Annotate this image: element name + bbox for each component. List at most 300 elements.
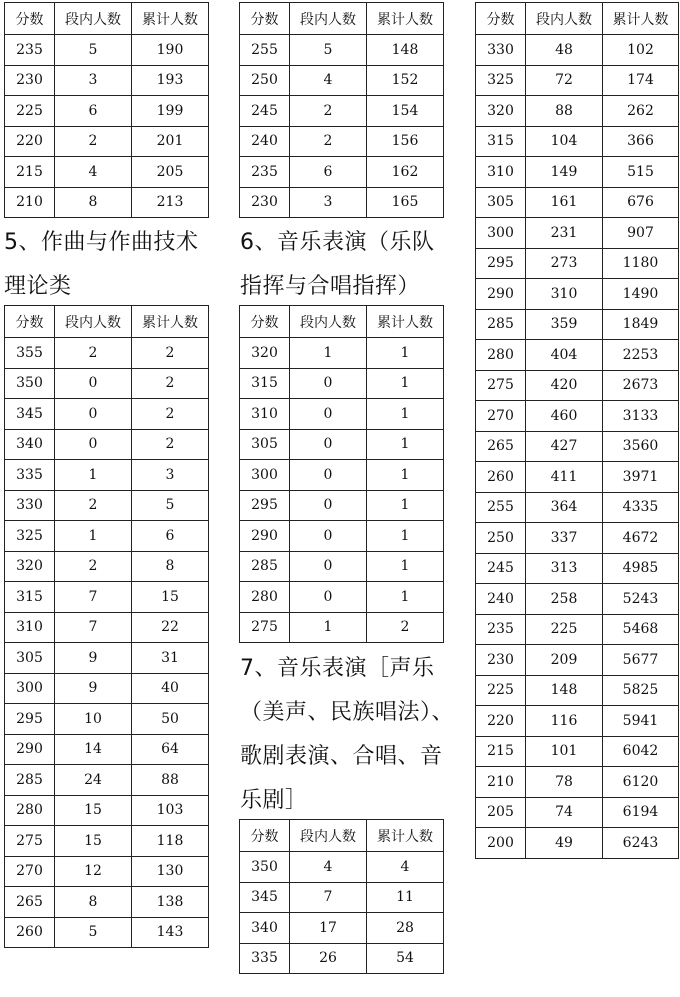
segment-count-cell: 337 [526,523,603,554]
column-header: 段内人数 [55,306,132,338]
score-cell: 325 [5,521,55,552]
table-row [5,187,209,218]
cumulative-count-cell: 15 [132,582,209,613]
cumulative-count-cell: 4335 [603,492,679,523]
segment-count-cell: 258 [526,584,603,615]
cumulative-count-cell: 193 [132,65,209,96]
table-row [476,248,679,279]
cumulative-count-cell: 3 [132,460,209,491]
segment-count-cell: 5 [290,35,367,66]
table-row [240,338,444,369]
segment-count-cell: 0 [55,429,132,460]
cumulative-count-cell: 190 [132,35,209,66]
cumulative-count-cell: 152 [367,65,444,96]
table-row [240,582,444,613]
segment-count-cell: 7 [290,882,367,913]
score-cell: 230 [240,187,290,218]
cumulative-count-cell: 1 [367,399,444,430]
score-cell: 250 [240,65,290,96]
score-cell: 355 [5,338,55,369]
cumulative-count-cell: 1 [367,460,444,491]
score-cell: 235 [476,614,526,645]
table-row [476,736,679,767]
column-header: 分数 [476,3,526,35]
cumulative-count-cell: 64 [132,734,209,765]
cumulative-count-cell: 148 [367,35,444,66]
table-header-row [5,306,209,338]
segment-count-cell: 420 [526,370,603,401]
score-cell: 300 [476,218,526,249]
cumulative-count-cell: 6194 [603,797,679,828]
score-table [4,2,209,218]
cumulative-count-cell: 54 [367,943,444,974]
table-row [476,462,679,493]
table-row [240,368,444,399]
table-header-row [240,3,444,35]
score-cell: 270 [5,856,55,887]
cumulative-count-cell: 205 [132,157,209,188]
score-cell: 325 [476,65,526,96]
score-cell: 305 [5,643,55,674]
score-cell: 305 [476,187,526,218]
cumulative-count-cell: 40 [132,673,209,704]
table-row [476,431,679,462]
table-block [475,2,679,859]
score-cell: 260 [476,462,526,493]
segment-count-cell: 12 [55,856,132,887]
segment-count-cell: 10 [55,704,132,735]
table-row [240,943,444,974]
score-cell: 210 [476,767,526,798]
table-row [476,340,679,371]
cumulative-count-cell: 5468 [603,614,679,645]
table-row [476,523,679,554]
column-header: 分数 [240,820,290,852]
score-table [239,2,444,218]
table-row [5,704,209,735]
score-cell: 300 [5,673,55,704]
segment-count-cell: 15 [55,795,132,826]
score-cell: 310 [5,612,55,643]
column-header: 分数 [240,306,290,338]
cumulative-count-cell: 6120 [603,767,679,798]
segment-count-cell: 2 [55,338,132,369]
table-row [240,460,444,491]
table-row [476,157,679,188]
column-header: 累计人数 [132,306,209,338]
segment-count-cell: 15 [55,826,132,857]
segment-count-cell: 0 [290,582,367,613]
cumulative-count-cell: 676 [603,187,679,218]
score-table [239,819,444,974]
cumulative-count-cell: 4672 [603,523,679,554]
cumulative-count-cell: 28 [367,913,444,944]
segment-count-cell: 104 [526,126,603,157]
cumulative-count-cell: 88 [132,765,209,796]
cumulative-count-cell: 907 [603,218,679,249]
table-block [239,819,444,974]
score-cell: 300 [240,460,290,491]
segment-count-cell: 0 [290,551,367,582]
cumulative-count-cell: 4 [367,852,444,883]
segment-count-cell: 161 [526,187,603,218]
table-row [5,612,209,643]
score-cell: 265 [476,431,526,462]
score-cell: 225 [476,675,526,706]
table-row [476,828,679,859]
segment-count-cell: 273 [526,248,603,279]
segment-count-cell: 14 [55,734,132,765]
cumulative-count-cell: 2 [367,612,444,643]
cumulative-count-cell: 5 [132,490,209,521]
score-cell: 215 [476,736,526,767]
segment-count-cell: 2 [55,551,132,582]
segment-count-cell: 0 [55,399,132,430]
table-row [240,882,444,913]
cumulative-count-cell: 2 [132,368,209,399]
table-row [476,706,679,737]
table-row [476,187,679,218]
cumulative-count-cell: 6042 [603,736,679,767]
cumulative-count-cell: 118 [132,826,209,857]
cumulative-count-cell: 154 [367,96,444,127]
segment-count-cell: 8 [55,887,132,918]
column-header: 段内人数 [290,3,367,35]
table-row [5,795,209,826]
segment-count-cell: 78 [526,767,603,798]
cumulative-count-cell: 174 [603,65,679,96]
table-row [5,399,209,430]
heading-line: （美声、民族唱法）、 [240,700,455,725]
heading-line: 5、作曲与作曲技术 [4,230,199,255]
score-cell: 230 [5,65,55,96]
table-row [5,856,209,887]
table-row [5,460,209,491]
table-row [476,279,679,310]
segment-count-cell: 1 [55,460,132,491]
segment-count-cell: 0 [290,490,367,521]
table-row [476,401,679,432]
table-row [476,675,679,706]
table-row [476,797,679,828]
score-cell: 330 [5,490,55,521]
column-header: 累计人数 [367,820,444,852]
table-row [240,126,444,157]
cumulative-count-cell: 1849 [603,309,679,340]
score-cell: 330 [476,35,526,66]
table-row [5,429,209,460]
cumulative-count-cell: 5941 [603,706,679,737]
segment-count-cell: 72 [526,65,603,96]
table-row [476,218,679,249]
cumulative-count-cell: 6243 [603,828,679,859]
score-cell: 340 [240,913,290,944]
score-cell: 270 [476,401,526,432]
segment-count-cell: 460 [526,401,603,432]
score-cell: 345 [5,399,55,430]
table-row [5,521,209,552]
table-row [240,96,444,127]
cumulative-count-cell: 143 [132,917,209,948]
segment-count-cell: 48 [526,35,603,66]
score-cell: 320 [5,551,55,582]
table-row [5,551,209,582]
segment-count-cell: 427 [526,431,603,462]
table-row [240,551,444,582]
segment-count-cell: 313 [526,553,603,584]
heading-line: 乐剧］ [240,788,308,813]
cumulative-count-cell: 3133 [603,401,679,432]
segment-count-cell: 2 [55,126,132,157]
score-table [239,305,444,643]
segment-count-cell: 74 [526,797,603,828]
table-row [5,826,209,857]
segment-count-cell: 225 [526,614,603,645]
score-cell: 225 [5,96,55,127]
column-header: 累计人数 [367,306,444,338]
table-block [4,305,209,948]
score-cell: 320 [476,96,526,127]
segment-count-cell: 310 [526,279,603,310]
score-cell: 285 [240,551,290,582]
score-cell: 350 [5,368,55,399]
score-cell: 315 [5,582,55,613]
cumulative-count-cell: 5825 [603,675,679,706]
segment-count-cell: 5 [55,35,132,66]
score-cell: 340 [5,429,55,460]
score-cell: 250 [476,523,526,554]
segment-count-cell: 8 [55,187,132,218]
segment-count-cell: 9 [55,673,132,704]
segment-count-cell: 17 [290,913,367,944]
heading-line: 指挥与合唱指挥） [240,274,421,299]
score-cell: 295 [476,248,526,279]
score-cell: 280 [5,795,55,826]
cumulative-count-cell: 4985 [603,553,679,584]
table-row [476,126,679,157]
score-cell: 285 [5,765,55,796]
score-cell: 335 [5,460,55,491]
segment-count-cell: 6 [55,96,132,127]
cumulative-count-cell: 5677 [603,645,679,676]
score-cell: 265 [5,887,55,918]
table-row [5,368,209,399]
score-cell: 295 [240,490,290,521]
score-cell: 295 [5,704,55,735]
score-cell: 310 [476,157,526,188]
cumulative-count-cell: 103 [132,795,209,826]
table-row [5,126,209,157]
segment-count-cell: 3 [290,187,367,218]
column-header: 累计人数 [367,3,444,35]
cumulative-count-cell: 1180 [603,248,679,279]
score-cell: 215 [5,157,55,188]
cumulative-count-cell: 8 [132,551,209,582]
segment-count-cell: 3 [55,65,132,96]
column-header: 段内人数 [55,3,132,35]
score-cell: 290 [240,521,290,552]
table-row [476,370,679,401]
score-cell: 235 [5,35,55,66]
segment-count-cell: 1 [55,521,132,552]
segment-count-cell: 404 [526,340,603,371]
score-cell: 200 [476,828,526,859]
cumulative-count-cell: 130 [132,856,209,887]
cumulative-count-cell: 50 [132,704,209,735]
table-row [476,96,679,127]
score-cell: 275 [5,826,55,857]
cumulative-count-cell: 2253 [603,340,679,371]
segment-count-cell: 0 [55,368,132,399]
table-header-row [476,3,679,35]
cumulative-count-cell: 1 [367,338,444,369]
segment-count-cell: 24 [55,765,132,796]
segment-count-cell: 0 [290,460,367,491]
score-cell: 285 [476,309,526,340]
score-cell: 350 [240,852,290,883]
heading-line: 理论类 [4,274,72,299]
segment-count-cell: 88 [526,96,603,127]
cumulative-count-cell: 162 [367,157,444,188]
table-row [476,584,679,615]
table-header-row [240,820,444,852]
table-row [240,913,444,944]
score-cell: 335 [240,943,290,974]
table-block [239,305,444,643]
cumulative-count-cell: 102 [603,35,679,66]
segment-count-cell: 9 [55,643,132,674]
segment-count-cell: 0 [290,429,367,460]
segment-count-cell: 2 [55,490,132,521]
cumulative-count-cell: 213 [132,187,209,218]
heading-line: 6、音乐表演（乐队 [240,230,435,255]
score-cell: 275 [476,370,526,401]
table-row [476,645,679,676]
table-row [240,852,444,883]
cumulative-count-cell: 138 [132,887,209,918]
segment-count-cell: 209 [526,645,603,676]
segment-count-cell: 0 [290,368,367,399]
table-row [5,65,209,96]
score-cell: 315 [476,126,526,157]
segment-count-cell: 116 [526,706,603,737]
segment-count-cell: 148 [526,675,603,706]
column-header: 段内人数 [290,820,367,852]
cumulative-count-cell: 1 [367,582,444,613]
score-cell: 260 [5,917,55,948]
table-row [5,917,209,948]
score-cell: 290 [5,734,55,765]
table-row [240,187,444,218]
cumulative-count-cell: 3560 [603,431,679,462]
segment-count-cell: 6 [290,157,367,188]
segment-count-cell: 411 [526,462,603,493]
table-row [240,429,444,460]
segment-count-cell: 2 [290,126,367,157]
section-heading [4,221,234,309]
table-row [240,65,444,96]
score-cell: 240 [240,126,290,157]
column-header: 累计人数 [603,3,679,35]
column-header: 段内人数 [526,3,603,35]
segment-count-cell: 1 [290,612,367,643]
segment-count-cell: 149 [526,157,603,188]
score-cell: 240 [476,584,526,615]
score-cell: 235 [240,157,290,188]
cumulative-count-cell: 515 [603,157,679,188]
table-row [476,309,679,340]
table-row [5,765,209,796]
segment-count-cell: 2 [290,96,367,127]
score-cell: 220 [5,126,55,157]
section-heading [240,647,472,823]
table-row [5,490,209,521]
cumulative-count-cell: 31 [132,643,209,674]
table-row [5,338,209,369]
score-cell: 245 [476,553,526,584]
cumulative-count-cell: 1 [367,490,444,521]
table-row [5,673,209,704]
segment-count-cell: 7 [55,582,132,613]
cumulative-count-cell: 3971 [603,462,679,493]
segment-count-cell: 4 [290,852,367,883]
column-header: 分数 [5,3,55,35]
score-cell: 205 [476,797,526,828]
cumulative-count-cell: 1 [367,429,444,460]
table-header-row [5,3,209,35]
segment-count-cell: 0 [290,399,367,430]
table-row [5,35,209,66]
table-row [476,35,679,66]
score-cell: 220 [476,706,526,737]
cumulative-count-cell: 165 [367,187,444,218]
score-cell: 305 [240,429,290,460]
cumulative-count-cell: 11 [367,882,444,913]
segment-count-cell: 231 [526,218,603,249]
column-header: 分数 [240,3,290,35]
score-cell: 310 [240,399,290,430]
segment-count-cell: 49 [526,828,603,859]
column-header: 累计人数 [132,3,209,35]
table-row [476,492,679,523]
table-row [240,521,444,552]
table-header-row [240,306,444,338]
cumulative-count-cell: 2 [132,399,209,430]
cumulative-count-cell: 199 [132,96,209,127]
table-row [240,399,444,430]
score-cell: 290 [476,279,526,310]
score-cell: 245 [240,96,290,127]
segment-count-cell: 1 [290,338,367,369]
table-row [5,96,209,127]
segment-count-cell: 359 [526,309,603,340]
score-cell: 345 [240,882,290,913]
column-header: 分数 [5,306,55,338]
segment-count-cell: 4 [290,65,367,96]
segment-count-cell: 0 [290,521,367,552]
cumulative-count-cell: 1 [367,551,444,582]
score-cell: 320 [240,338,290,369]
table-row [5,734,209,765]
table-row [476,614,679,645]
cumulative-count-cell: 1 [367,521,444,552]
table-row [240,157,444,188]
heading-line: 歌剧表演、合唱、音 [240,744,443,769]
score-cell: 255 [476,492,526,523]
table-row [5,582,209,613]
segment-count-cell: 5 [55,917,132,948]
cumulative-count-cell: 156 [367,126,444,157]
